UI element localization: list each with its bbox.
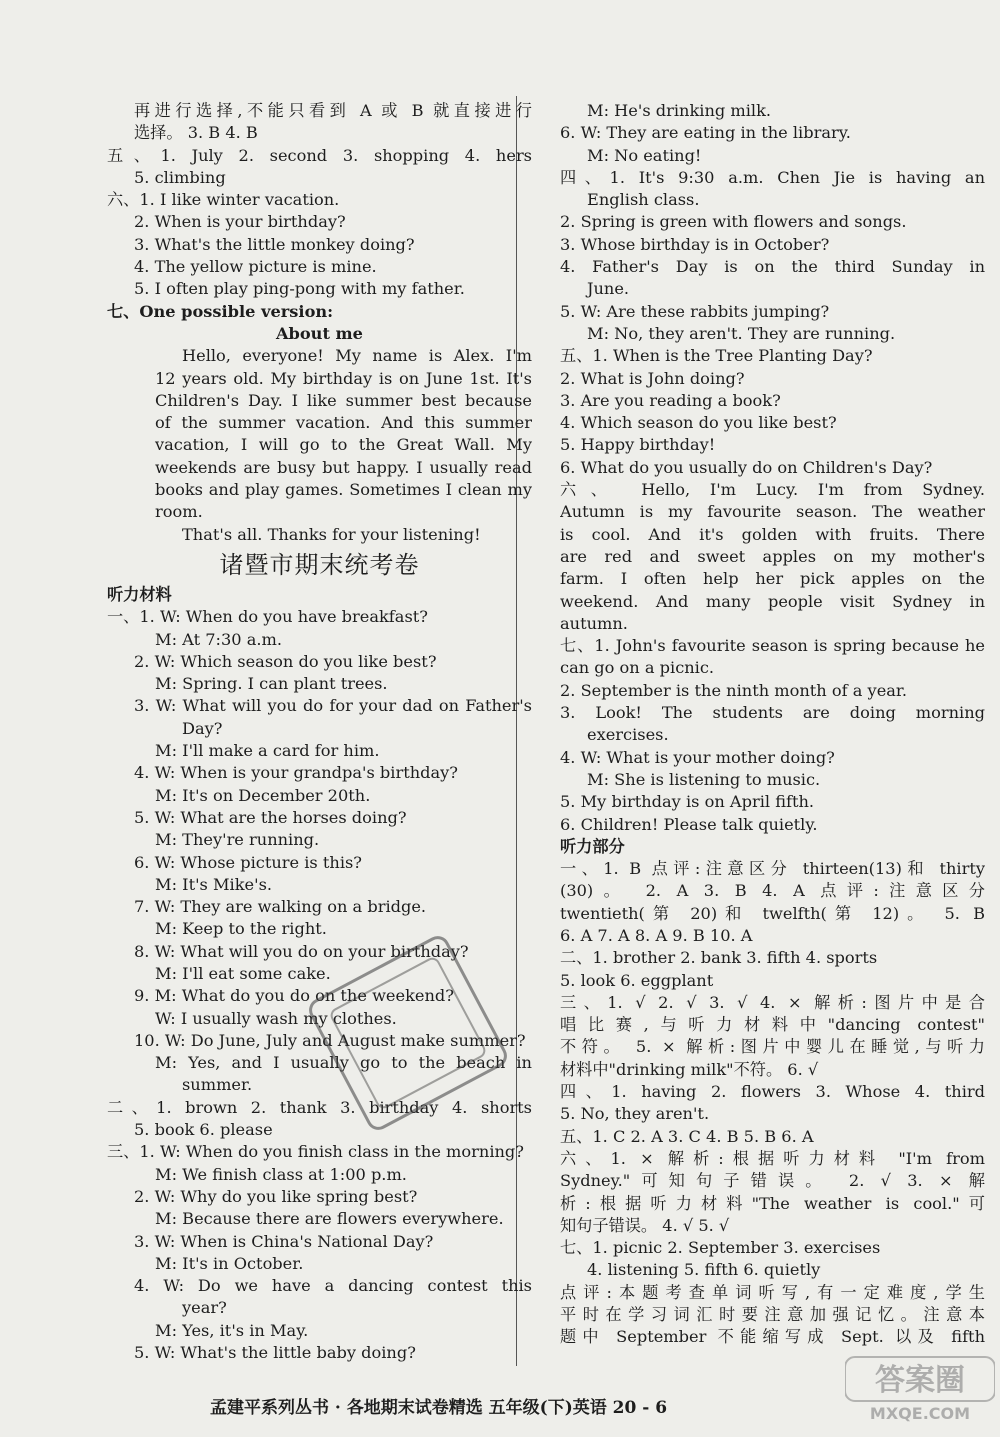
text-line: 4. listening 5. fifth 6. quietly (587, 1260, 821, 1280)
text-line: 6. A 7. A 8. A 9. B 10. A (560, 925, 753, 945)
text-line: M: No eating! (587, 145, 702, 165)
text-line: 知句子错误。 4. √ 5. √ (560, 1215, 730, 1235)
text-line: 材料中"drinking milk"不符。 6. √ (560, 1059, 819, 1079)
watermark-sub-text: MXQE.COM (869, 1404, 971, 1423)
text-line: 四、1. It's 9:30 a.m. Chen Jie is having an (560, 167, 985, 187)
text-line: 一、1. B 点评:注意区分 thirteen(13)和 thirty (560, 859, 985, 879)
text-line: About me (276, 323, 363, 343)
text-line: M: Keep to the right. (155, 919, 327, 939)
text-line: 再进行选择,不能只看到 A 或 B 就直接进行 (134, 101, 532, 120)
watermark-main-text: 答案圈 (875, 1363, 965, 1398)
text-line: 三、1. W: When do you finish class in the morning? (107, 1142, 524, 1162)
text-line: books and play games. Sometimes I clean my (155, 480, 532, 500)
text-line: 5. W: What's the little baby doing? (134, 1343, 416, 1363)
text-line: 5. book 6. please (134, 1120, 273, 1140)
text-line: 七、One possible version: (107, 301, 334, 321)
text-line: 2. Spring is green with flowers and songs. (560, 212, 907, 232)
text-line: 二、1. brown 2. thank 3. birthday 4. shorts (107, 1097, 532, 1117)
text-line: M: He's drinking milk. (587, 101, 772, 120)
text-line: M: Yes, and I usually go to the beach in (155, 1053, 532, 1073)
text-line: 3. What's the little monkey doing? (134, 234, 415, 254)
text-line: twentieth(第 20)和 twelfth(第 12)。 5. B (560, 903, 985, 923)
text-line: 2. When is your birthday? (134, 212, 346, 232)
text-line: room. (155, 502, 203, 522)
text-line: 5. Happy birthday! (560, 435, 716, 455)
text-line: 5. No, they aren't. (560, 1104, 710, 1124)
text-line: 六、 Hello, I'm Lucy. I'm from Sydney. (560, 480, 985, 500)
text-line: 5. W: What are the horses doing? (134, 807, 407, 827)
right-column (560, 100, 985, 1349)
text-line: is cool. And it's golden with fruits. There (560, 524, 985, 544)
text-line: 5. climbing (134, 167, 226, 187)
text-line: 2. What is John doing? (560, 368, 745, 388)
text-line: Sydney."可知句子错误。 2. √ 3. × 解 (560, 1171, 985, 1191)
text-line: of the summer vacation. And this summer (155, 413, 532, 433)
text-line: 选择。 3. B 4. B (134, 123, 258, 143)
text-line: M: She is listening to music. (587, 769, 821, 789)
text-line: 四、1. having 2. flowers 3. Whose 4. third (560, 1082, 985, 1102)
text-line: 六、1. I like winter vacation. (107, 190, 340, 210)
text-line: weekends are busy but happy. I usually read (155, 457, 532, 477)
text-line: M: They're running. (155, 830, 320, 850)
text-line: M: It's on December 20th. (155, 785, 371, 805)
text-line: vacation, I will go to the Great Wall. My (155, 435, 532, 455)
text-line: M: At 7:30 a.m. (155, 629, 283, 649)
text-line: M: It's in October. (155, 1253, 304, 1273)
text-line: Hello, everyone! My name is Alex. I'm (182, 346, 532, 366)
text-line: 3. W: What will you do for your dad on Father's (134, 696, 532, 716)
text-line: M: No, they aren't. They are running. (587, 323, 896, 343)
text-line: 2. W: Why do you like spring best? (134, 1186, 418, 1206)
text-line: English class. (587, 190, 700, 210)
text-line: 4. W: What is your mother doing? (560, 747, 835, 767)
text-line: 五、1. C 2. A 3. C 4. B 5. B 6. A (560, 1126, 814, 1146)
text-line: 6. Children! Please talk quietly. (560, 814, 818, 834)
text-line: M: I'll make a card for him. (155, 741, 380, 761)
text-line: 七、1. picnic 2. September 3. exercises (560, 1238, 881, 1258)
text-line: M: I'll eat some cake. (155, 963, 331, 983)
text-line: 6. W: Whose picture is this? (134, 852, 362, 872)
text-line: 平时在学习词汇时要注意加强记忆。注意本 (560, 1305, 985, 1325)
text-line: That's all. Thanks for your listening! (182, 524, 481, 544)
text-line: 4. Which season do you like best? (560, 413, 837, 433)
left-column (107, 100, 532, 1364)
text-line: 五、1. July 2. second 3. shopping 4. hers (107, 145, 532, 165)
text-line: 10. W: Do June, July and August make summer? (134, 1030, 526, 1050)
text-line: Autumn is my favourite season. The weather (560, 502, 985, 522)
text-line: 题中 September 不能缩写成 Sept. 以及 fifth (560, 1327, 985, 1347)
text-line: 6. W: They are eating in the library. (560, 123, 851, 143)
text-line: 12 years old. My birthday is on June 1st. It's (155, 368, 532, 388)
text-line: 三、1. √ 2. √ 3. √ 4. × 解析:图片中是合 (560, 992, 985, 1012)
text-line: can go on a picnic. (560, 658, 715, 678)
text-line: are red and sweet apples on my mother's (560, 546, 985, 566)
text-line: farm. I often help her pick apples on the (560, 569, 985, 589)
text-line: 4. Father's Day is on the third Sunday in (560, 257, 985, 277)
text-line: year? (182, 1298, 227, 1318)
text-line: 2. September is the ninth month of a year. (560, 680, 908, 700)
page-footer: 孟建平系列丛书 · 各地期末试卷精选 五年级(下)英语 20 - 6 (210, 1398, 668, 1418)
text-line: 7. W: They are walking on a bridge. (134, 897, 427, 917)
text-line: 5. look 6. eggplant (560, 970, 714, 990)
text-line: 6. What do you usually do on Children's Day? (560, 457, 933, 477)
text-line: (30)。 2. A 3. B 4. A 点评:注意区分 (560, 881, 985, 901)
text-line: 五、1. When is the Tree Planting Day? (560, 346, 873, 366)
text-line: 听力部分 (560, 836, 625, 856)
text-line: 4. W: Do we have a dancing contest this (134, 1276, 532, 1296)
text-line: autumn. (560, 613, 628, 633)
text-line: 六、1. × 解析:根据听力材料 "I'm from (560, 1148, 985, 1168)
text-line: 8. W: What will you do on your birthday? (134, 941, 469, 961)
text-line: 2. W: Which season do you like best? (134, 651, 437, 671)
text-line: Children's Day. I like summer best because (155, 390, 532, 410)
text-line: 3. Are you reading a book? (560, 390, 781, 410)
text-line: Day? (182, 718, 223, 738)
text-line: W: I usually wash my clothes. (155, 1008, 397, 1028)
text-line: 析:根据听力材料"The weather is cool."可 (560, 1193, 985, 1213)
text-line: June. (587, 279, 630, 299)
text-line: 二、1. brother 2. bank 3. fifth 4. sports (560, 948, 878, 968)
text-line: 点评:本题考查单词听写,有一定难度,学生 (560, 1282, 985, 1302)
text-line: 5. I often play ping-pong with my father. (134, 279, 465, 299)
text-line: M: Yes, it's in May. (155, 1320, 309, 1340)
text-line: M: It's Mike's. (155, 874, 273, 894)
text-line: 3. Whose birthday is in October? (560, 234, 830, 254)
text-line: 听力材料 (107, 584, 172, 604)
text-line: 一、1. W: When do you have breakfast? (107, 607, 428, 627)
text-line: 4. W: When is your grandpa's birthday? (134, 763, 458, 783)
text-line: summer. (182, 1075, 253, 1095)
text-line: M: We finish class at 1:00 p.m. (155, 1164, 407, 1184)
text-line: exercises. (587, 725, 669, 745)
text-line: M: Spring. I can plant trees. (155, 674, 388, 694)
text-line: 4. The yellow picture is mine. (134, 257, 377, 277)
text-line: 七、1. John's favourite season is spring because he (560, 636, 985, 656)
text-line: 3. Look! The students are doing morning (560, 703, 985, 723)
text-line: 5. My birthday is on April fifth. (560, 792, 815, 812)
watermark-logo (845, 1355, 995, 1425)
text-line: M: Because there are flowers everywhere. (155, 1209, 504, 1229)
text-line: 不符。 5. × 解析:图片中婴儿在睡觉,与听力 (560, 1037, 985, 1057)
text-line: 唱比赛,与听力材料中"dancing contest" (560, 1015, 985, 1035)
text-line: 3. W: When is China's National Day? (134, 1231, 434, 1251)
text-line: 5. W: Are these rabbits jumping? (560, 301, 830, 321)
text-line: 9. M: What do you do on the weekend? (134, 986, 454, 1006)
text-line: 诸暨市期末统考卷 (219, 550, 420, 579)
text-line: weekend. And many people visit Sydney in (560, 591, 985, 611)
